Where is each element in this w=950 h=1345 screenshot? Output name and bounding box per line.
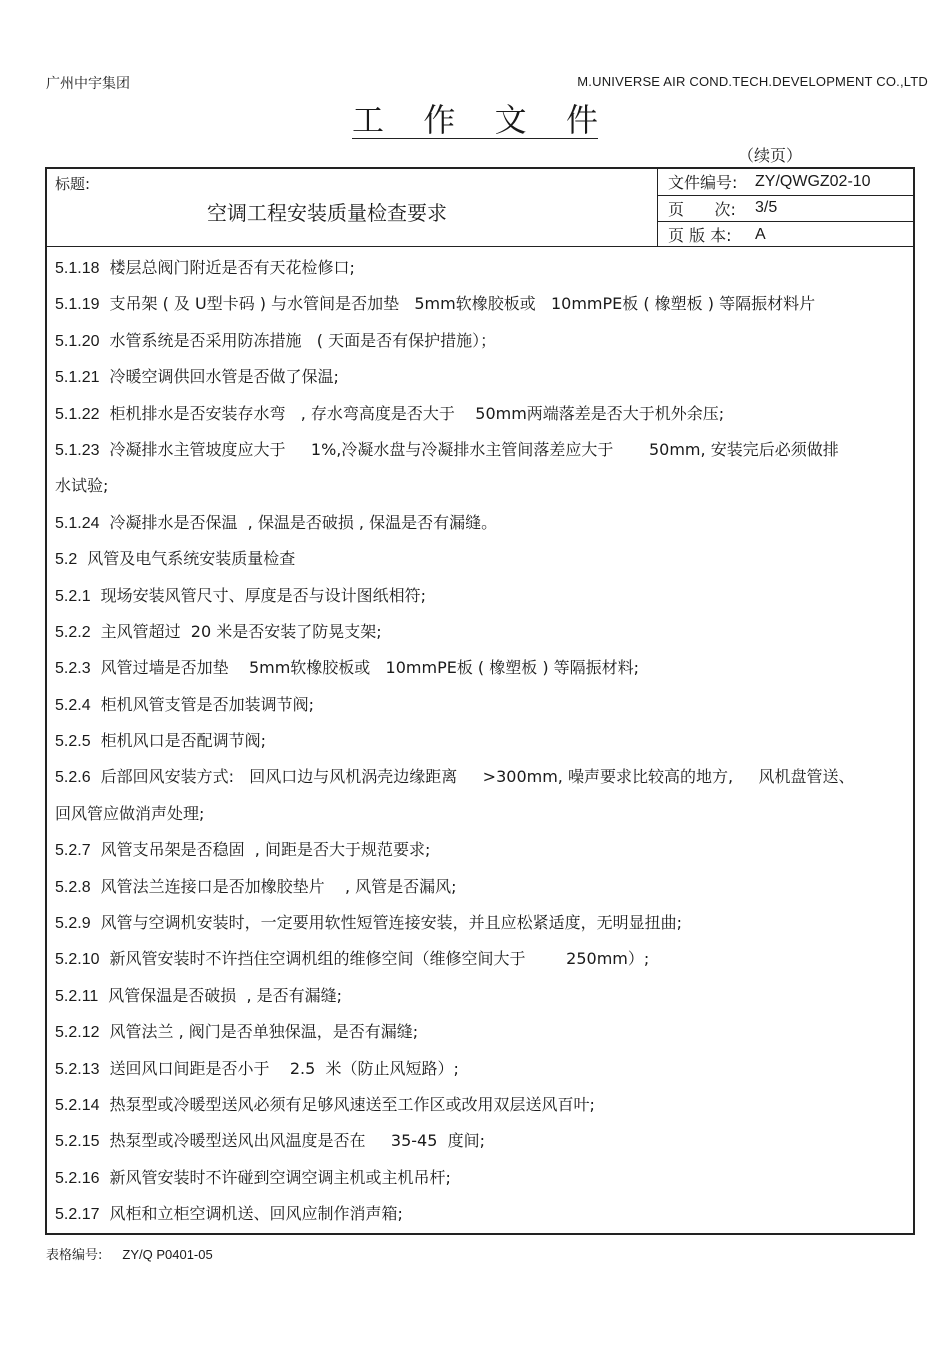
- clause-text: 风管保温是否破损 , 是否有漏缝;: [108, 985, 343, 1005]
- clause-text: 柜机排水是否安装存水弯 , 存水弯高度是否大于 50mm两端落差是否大于机外余压;: [109, 403, 725, 423]
- clause-line: [55, 366, 911, 402]
- clause-number: 5.2.17: [55, 1206, 100, 1224]
- clause-number: 5.2.4: [55, 696, 91, 714]
- clause-line: [55, 585, 911, 621]
- clause-number: 5.2.11: [55, 987, 99, 1005]
- clause-line: [55, 1130, 911, 1166]
- clause-line: [55, 839, 911, 875]
- clause-line: [55, 766, 911, 802]
- company-name-en: M.UNIVERSE AIR COND.TECH.DEVELOPMENT CO.,LTD: [577, 74, 928, 89]
- form-number: [46, 1244, 213, 1263]
- clause-number: 5.2.14: [55, 1096, 100, 1114]
- clause-line: [55, 694, 911, 730]
- clause-text: 回风管应做消声处理;: [55, 803, 205, 823]
- clause-text: 新风管安装时不许碰到空调空调主机或主机吊杆;: [109, 1167, 451, 1187]
- clause-line: [55, 548, 911, 584]
- document-title-char: 文: [494, 101, 527, 139]
- document-title: [352, 98, 598, 139]
- clause-number: 5.2.10: [55, 951, 100, 969]
- title-label: 标题:: [55, 175, 91, 193]
- company-name-cn: 广州中宇集团: [46, 76, 130, 92]
- meta-key: 页 版 本:: [668, 226, 732, 246]
- clause-text: 冷凝排水是否保温 , 保温是否破损 , 保温是否有漏缝。: [109, 512, 498, 532]
- clause-line: [55, 803, 911, 839]
- document-title-char: 件: [565, 101, 598, 139]
- form-number-label: 表格编号:: [46, 1248, 103, 1263]
- continued-label: （续页）: [738, 146, 803, 165]
- clause-text: 柜机风口是否配调节阀;: [100, 731, 266, 751]
- clause-number: 5.2.5: [55, 733, 91, 751]
- meta-value: 3/5: [755, 199, 778, 217]
- clause-number: 5.2.1: [55, 587, 91, 605]
- clause-text: 风管与空调机安装时，一定要用软性短管连接安装，并且应松紧适度，无明显扭曲;: [100, 913, 682, 933]
- clause-text: 冷凝排水主管坡度应大于 1%,冷凝水盘与冷凝排水主管间落差应大于 50mm, 安装完后必须做排: [109, 439, 839, 459]
- document-frame: [45, 167, 915, 1235]
- clause-text: 热泵型或冷暖型送风出风温度是否在 35-45 度间;: [109, 1131, 485, 1151]
- clause-number: 5.2.12: [55, 1024, 100, 1042]
- document-title-char: 工: [352, 101, 385, 139]
- clause-text: 风管支吊架是否稳固 , 间距是否大于规范要求;: [100, 840, 431, 860]
- clause-line: [55, 512, 911, 548]
- clause-number: 5.1.20: [55, 332, 100, 350]
- clause-text: 风管法兰连接口是否加橡胶垫片 , 风管是否漏风;: [100, 876, 457, 896]
- clause-line: [55, 257, 911, 293]
- clause-line: [55, 1058, 911, 1094]
- title-value: 空调工程安装质量检查要求: [207, 201, 447, 225]
- content-body: [55, 257, 911, 1240]
- clause-number: 5.2.6: [55, 769, 91, 787]
- clause-text: 风管过墙是否加垫 5mm软橡胶板或 10mmPE板 ( 橡塑板 ) 等隔振材料;: [100, 658, 640, 678]
- clause-text: 新风管安装时不许挡住空调机组的维修空间（维修空间大于 250mm）;: [109, 949, 650, 969]
- meta-key: 页 次:: [668, 199, 736, 219]
- clause-number: 5.2.16: [55, 1169, 100, 1187]
- clause-line: [55, 1203, 911, 1239]
- clause-number: 5.2: [55, 551, 78, 569]
- meta-row-doc-number: [658, 169, 913, 196]
- clause-number: 5.2.9: [55, 915, 91, 933]
- meta-row-page: [658, 196, 913, 223]
- clause-text: 冷暖空调供回水管是否做了保温;: [109, 367, 339, 387]
- clause-line: [55, 1167, 911, 1203]
- clause-number: 5.1.18: [55, 260, 100, 277]
- clause-text: 现场安装风管尺寸、厚度是否与设计图纸相符;: [100, 585, 426, 605]
- clause-number: 5.2.15: [55, 1133, 100, 1151]
- clause-number: 5.1.24: [55, 514, 100, 532]
- meta-value: A: [755, 225, 766, 243]
- clause-number: 5.2.7: [55, 842, 91, 860]
- clause-line: [55, 1094, 911, 1130]
- clause-number: 5.2.8: [55, 878, 91, 896]
- form-number-code: ZY/Q P0401-05: [122, 1247, 213, 1262]
- clause-line: [55, 730, 911, 766]
- clause-text: 风柜和立柜空调机送、回风应制作消声箱;: [109, 1204, 403, 1224]
- clause-text: 风管法兰 , 阀门是否单独保温，是否有漏缝;: [109, 1022, 419, 1042]
- clause-text: 后部回风安装方式: 回风口边与风机涡壳边缘距离 >300mm, 噪声要求比较高的地方, 风机盘管送、: [100, 767, 855, 787]
- title-cell: [47, 169, 658, 246]
- document-title-char: 作: [423, 101, 456, 139]
- clause-text: 水试验;: [55, 476, 109, 496]
- clause-text: 热泵型或冷暖型送风必须有足够风速送至工作区或改用双层送风百叶;: [109, 1094, 595, 1114]
- clause-number: 5.2.3: [55, 660, 91, 678]
- clause-line: [55, 439, 911, 475]
- clause-line: [55, 330, 911, 366]
- clause-line: [55, 876, 911, 912]
- clause-text: 主风管超过 20 米是否安装了防晃支架;: [100, 621, 382, 641]
- clause-text: 支吊架 ( 及 U型卡码 ) 与水管间是否加垫 5mm软橡胶板或 10mmPE板 ( 橡塑板 ) 等隔振材料片: [109, 294, 816, 314]
- clause-text: 楼层总阀门附近是否有天花检修口;: [109, 258, 355, 277]
- clause-text: 柜机风管支管是否加装调节阀;: [100, 694, 314, 714]
- clause-text: 风管及电气系统安装质量检查: [87, 549, 296, 569]
- clause-line: [55, 293, 911, 329]
- clause-line: [55, 403, 911, 439]
- meta-value: ZY/QWGZ02-10: [755, 172, 871, 190]
- clause-number: 5.2.13: [55, 1060, 100, 1078]
- clause-number: 5.1.21: [55, 369, 100, 387]
- clause-number: 5.1.19: [55, 296, 100, 314]
- clause-line: [55, 475, 911, 511]
- clause-line: [55, 985, 911, 1021]
- meta-row-version: [658, 222, 913, 248]
- clause-line: [55, 912, 911, 948]
- title-block: [47, 169, 913, 247]
- clause-text: 送回风口间距是否小于 2.5 米（防止风短路）;: [109, 1058, 459, 1078]
- meta-table: [658, 169, 913, 246]
- clause-line: [55, 621, 911, 657]
- clause-line: [55, 657, 911, 693]
- clause-number: 5.2.2: [55, 623, 91, 641]
- clause-line: [55, 948, 911, 984]
- meta-key: 文件编号:: [668, 173, 738, 193]
- clause-number: 5.1.23: [55, 441, 100, 459]
- clause-line: [55, 1021, 911, 1057]
- clause-number: 5.1.22: [55, 405, 100, 423]
- clause-text: 水管系统是否采用防冻措施 ( 天面是否有保护措施）；: [109, 330, 497, 350]
